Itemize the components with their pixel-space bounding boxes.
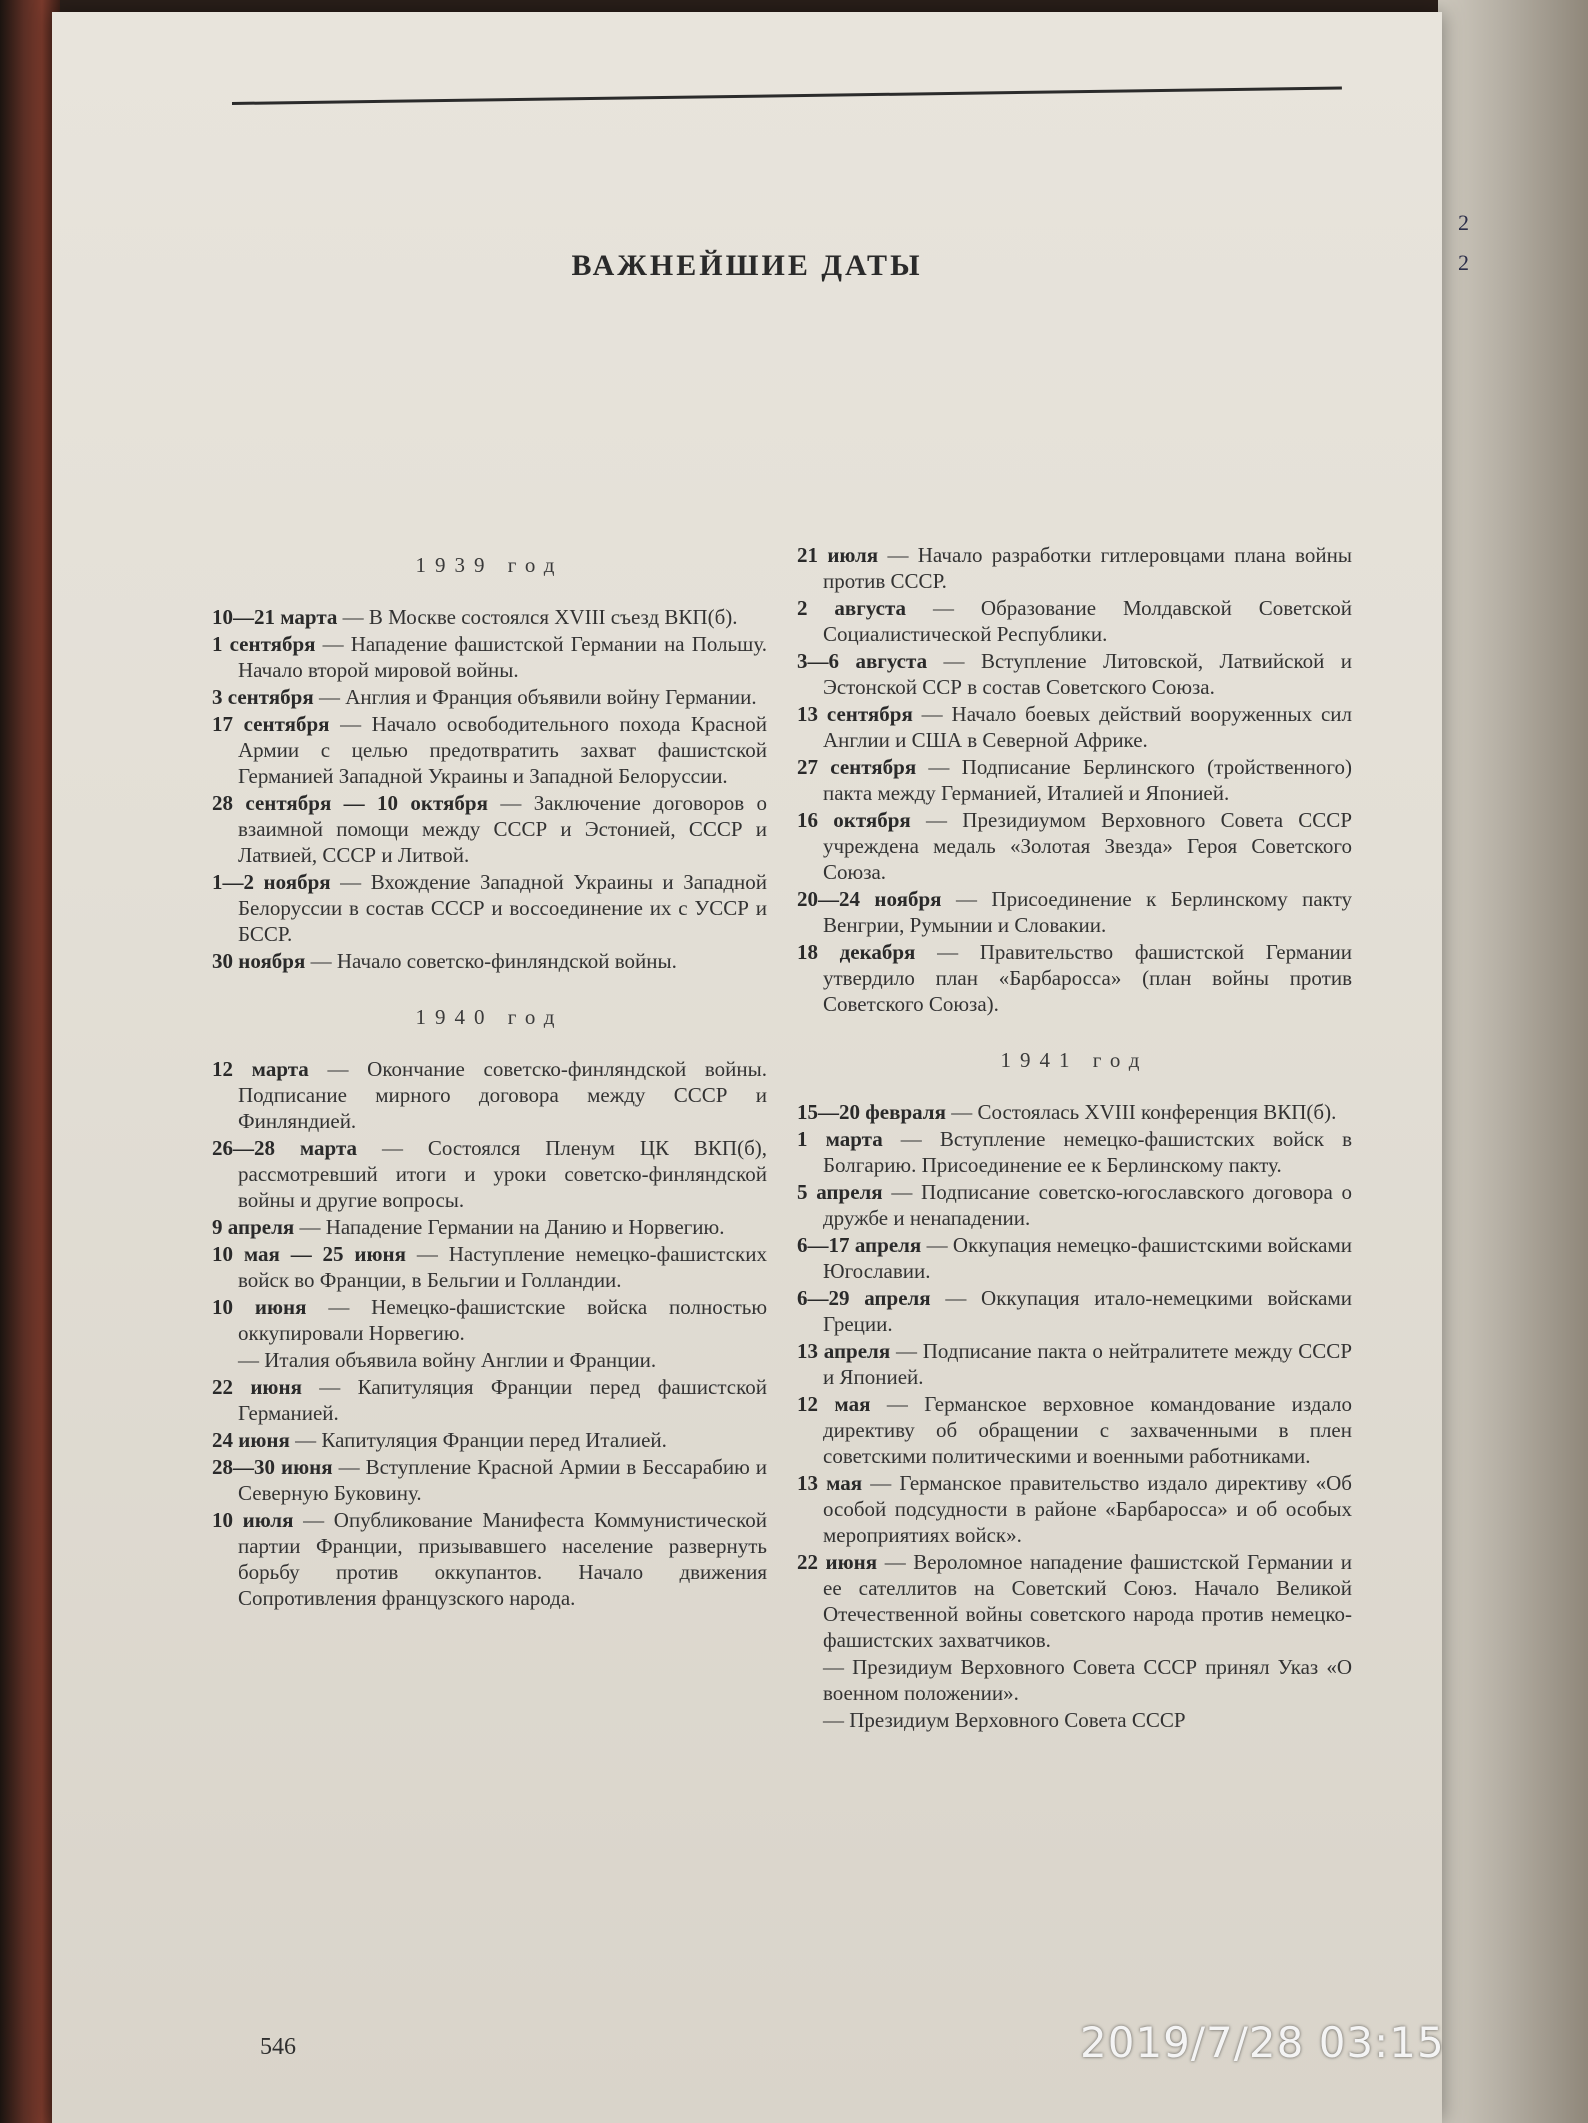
date-entry [797, 1232, 1352, 1284]
entry-date: 17 сентября [212, 712, 330, 736]
entry-note: — Президиум Верховного Совета СССР принял Указ «О военном положении». [823, 1655, 1352, 1705]
date-entry [797, 886, 1352, 938]
date-entry [212, 1507, 767, 1611]
entry-date: 3 сентября [212, 685, 314, 709]
date-entry [797, 1285, 1352, 1337]
entry-text: — Правительство фашистской Германии утвердило план «Барбаросса» (план войны против Советского Союза). [823, 940, 1352, 1016]
entry-date: 1 марта [797, 1127, 883, 1151]
book-page [52, 12, 1442, 2123]
entry-date: 5 апреля [797, 1180, 883, 1204]
entry-date: 28 сентября — 10 октября [212, 791, 488, 815]
entry-text: — Начало освободительного похода Красной Армии с целью предотвратить захват фашистской Германией Западной Украины и Западной Белоруссии. [238, 712, 767, 788]
entry-date: 15—20 февраля [797, 1100, 946, 1124]
date-entry [212, 1135, 767, 1213]
date-entry [797, 754, 1352, 806]
entry-date: 10 июля [212, 1508, 294, 1532]
entry-date: 10 мая — 25 июня [212, 1242, 407, 1266]
date-entry [797, 1470, 1352, 1548]
entry-text: — Присоединение к Берлинскому пакту Венгрии, Румынии и Словакии. [823, 887, 1353, 937]
entry-date: 9 апреля [212, 1215, 295, 1239]
date-entry [212, 948, 767, 974]
next-page-edge [1438, 0, 1588, 2123]
entry-text: — Начало боевых действий вооруженных сил Англии и США в Северной Африке. [823, 702, 1352, 752]
entry-text: — Оккупация немецко-фашистскими войсками Югославии. [823, 1233, 1353, 1283]
entry-text: — Англия и Франция объявили войну Германии. [313, 685, 757, 709]
date-entry [212, 869, 767, 947]
entry-text: — Начало советско-финляндской войны. [305, 949, 677, 973]
entry-text: — Вступление немецко-фашистских войск в Болгарию. Присоединение ее к Берлинскому пакту. [823, 1127, 1352, 1177]
date-entry [797, 1099, 1352, 1125]
camera-timestamp: 2019/7/28 03:15 [1080, 2018, 1445, 2067]
entry-text: — Вхождение Западной Украины и Западной Белоруссии в состав СССР и воссоединение их с УССР и БССР. [238, 870, 767, 946]
book-binding [0, 0, 60, 2123]
entry-date: 26—28 марта [212, 1136, 358, 1160]
entry-date: 21 июля [797, 543, 879, 567]
year-heading: 1941 год [1000, 1048, 1149, 1072]
header-rule [232, 87, 1342, 105]
entry-text: — Нападение Германии на Данию и Норвегию. [294, 1215, 725, 1239]
entry-text: — Германское правительство издало директиву «Об особой подсудности в районе «Барбаросса» и об особых мероприятиях войск». [823, 1471, 1352, 1547]
date-entry [797, 1338, 1352, 1390]
entry-text: — Состоялась XVIII конференция ВКП(б). [945, 1100, 1337, 1124]
page-title: ВАЖНЕЙШИЕ ДАТЫ [571, 249, 923, 282]
left-column [212, 552, 767, 1612]
entry-date: 6—17 апреля [797, 1233, 922, 1257]
margin-mark: 2 [1458, 250, 1469, 275]
entry-date: 13 апреля [797, 1339, 891, 1363]
entry-date: 1—2 ноября [212, 870, 331, 894]
date-entry [212, 711, 767, 789]
date-entry [212, 1241, 767, 1293]
date-entry [797, 595, 1352, 647]
entry-text: — Заключение договоров о взаимной помощи между СССР и Эстонией, СССР и Латвией, СССР и Литвой. [238, 791, 767, 867]
entry-text: — Оккупация итало-немецкими войсками Греции. [823, 1286, 1353, 1336]
entry-text: — Капитуляция Франции перед фашистской Германией. [238, 1375, 767, 1425]
date-entry [212, 790, 767, 868]
date-entry [212, 1454, 767, 1506]
entry-date: 10 июня [212, 1295, 307, 1319]
entry-text: — Вступление Литовской, Латвийской и Эстонской ССР в состав Советского Союза. [823, 649, 1352, 699]
entry-date: 18 декабря [797, 940, 916, 964]
date-entry [212, 1294, 767, 1346]
entry-date: 28—30 июня [212, 1455, 333, 1479]
margin-mark: 2 [1458, 210, 1469, 235]
entry-text: — Нападение фашистской Германии на Польшу. Начало второй мировой войны. [238, 632, 767, 682]
entry-date: 22 июня [797, 1550, 878, 1574]
year-heading: 1939 год [415, 553, 564, 577]
page-number: 546 [260, 2034, 296, 2060]
entry-text: — Подписание пакта о нейтралитете между СССР и Японией. [823, 1339, 1352, 1389]
entry-date: 24 июня [212, 1428, 290, 1452]
date-entry [212, 1056, 767, 1134]
entry-text: — Наступление немецко-фашистских войск во Франции, в Бельгии и Голландии. [238, 1242, 767, 1292]
date-entry [212, 631, 767, 683]
entry-note: — Президиум Верховного Совета СССР [823, 1708, 1186, 1732]
date-entry [212, 1427, 767, 1453]
date-entry [212, 604, 767, 630]
date-entry [797, 648, 1352, 700]
entry-text: — Опубликование Манифеста Коммунистической партии Франции, призывавшего население развернуть борьбу против оккупантов. Начало движения Сопротивления французского народа. [238, 1508, 767, 1610]
entry-text: — Окончание советско-финляндской войны. Подписание мирного договора между СССР и Финляндией. [238, 1057, 767, 1133]
entry-note: — Италия объявила войну Англии и Франции. [238, 1348, 657, 1372]
entry-date: 12 мая [797, 1392, 871, 1416]
entry-date: 20—24 ноября [797, 887, 942, 911]
date-entry [797, 701, 1352, 753]
entry-text: — Подписание советско-югославского договора о дружбе и ненападении. [823, 1180, 1353, 1230]
date-entry [797, 1126, 1352, 1178]
entry-date: 10—21 марта [212, 605, 338, 629]
entry-date: 22 июня [212, 1375, 302, 1399]
date-entry [797, 939, 1352, 1017]
date-entry [212, 684, 767, 710]
entry-date: 3—6 августа [797, 649, 928, 673]
entry-date: 13 сентября [797, 702, 913, 726]
entry-date: 27 сентября [797, 755, 917, 779]
entry-text: — Вступление Красной Армии в Бессарабию и Северную Буковину. [238, 1455, 767, 1505]
entry-date: 2 августа [797, 596, 907, 620]
date-entry [797, 807, 1352, 885]
entry-text: — Начало разработки гитлеровцами плана войны против СССР. [823, 543, 1352, 593]
right-column [797, 542, 1352, 1734]
entry-date: 16 октября [797, 808, 911, 832]
date-entry [797, 1549, 1352, 1653]
entry-date: 1 сентября [212, 632, 316, 656]
entry-date: 12 марта [212, 1057, 309, 1081]
date-entry [797, 542, 1352, 594]
date-entry [212, 1374, 767, 1426]
date-entry [797, 1179, 1352, 1231]
year-heading: 1940 год [415, 1005, 564, 1029]
entry-text: — Состоялся Пленум ЦК ВКП(б), рассмотревший итоги и уроки советско-финляндской войны и другие вопросы. [238, 1136, 767, 1212]
entry-date: 6—29 апреля [797, 1286, 931, 1310]
entry-text: — В Москве состоялся XVIII съезд ВКП(б). [337, 605, 738, 629]
date-entry [797, 1391, 1352, 1469]
entry-text: — Немецко-фашистские войска полностью оккупировали Норвегию. [238, 1295, 768, 1345]
entry-text: — Президиумом Верховного Совета СССР учреждена медаль «Золотая Звезда» Героя Советского Союза. [823, 808, 1352, 884]
entry-text: — Германское верховное командование издало директиву об обращении с захваченными в плен советскими политическими и военными работниками. [823, 1392, 1352, 1468]
entry-date: 13 мая [797, 1471, 863, 1495]
date-entry [212, 1214, 767, 1240]
entry-text: — Образование Молдавской Советской Социалистической Республики. [823, 596, 1352, 646]
entry-text: — Подписание Берлинского (тройственного) пакта между Германией, Италией и Японией. [823, 755, 1352, 805]
entry-text: — Капитуляция Франции перед Италией. [289, 1428, 667, 1452]
entry-text: — Вероломное нападение фашистской Германии и ее сателлитов на Советский Союз. Начало Великой Отечественной войны советского народа против немецко-фашистских захватчиков. [823, 1550, 1352, 1652]
entry-date: 30 ноября [212, 949, 306, 973]
